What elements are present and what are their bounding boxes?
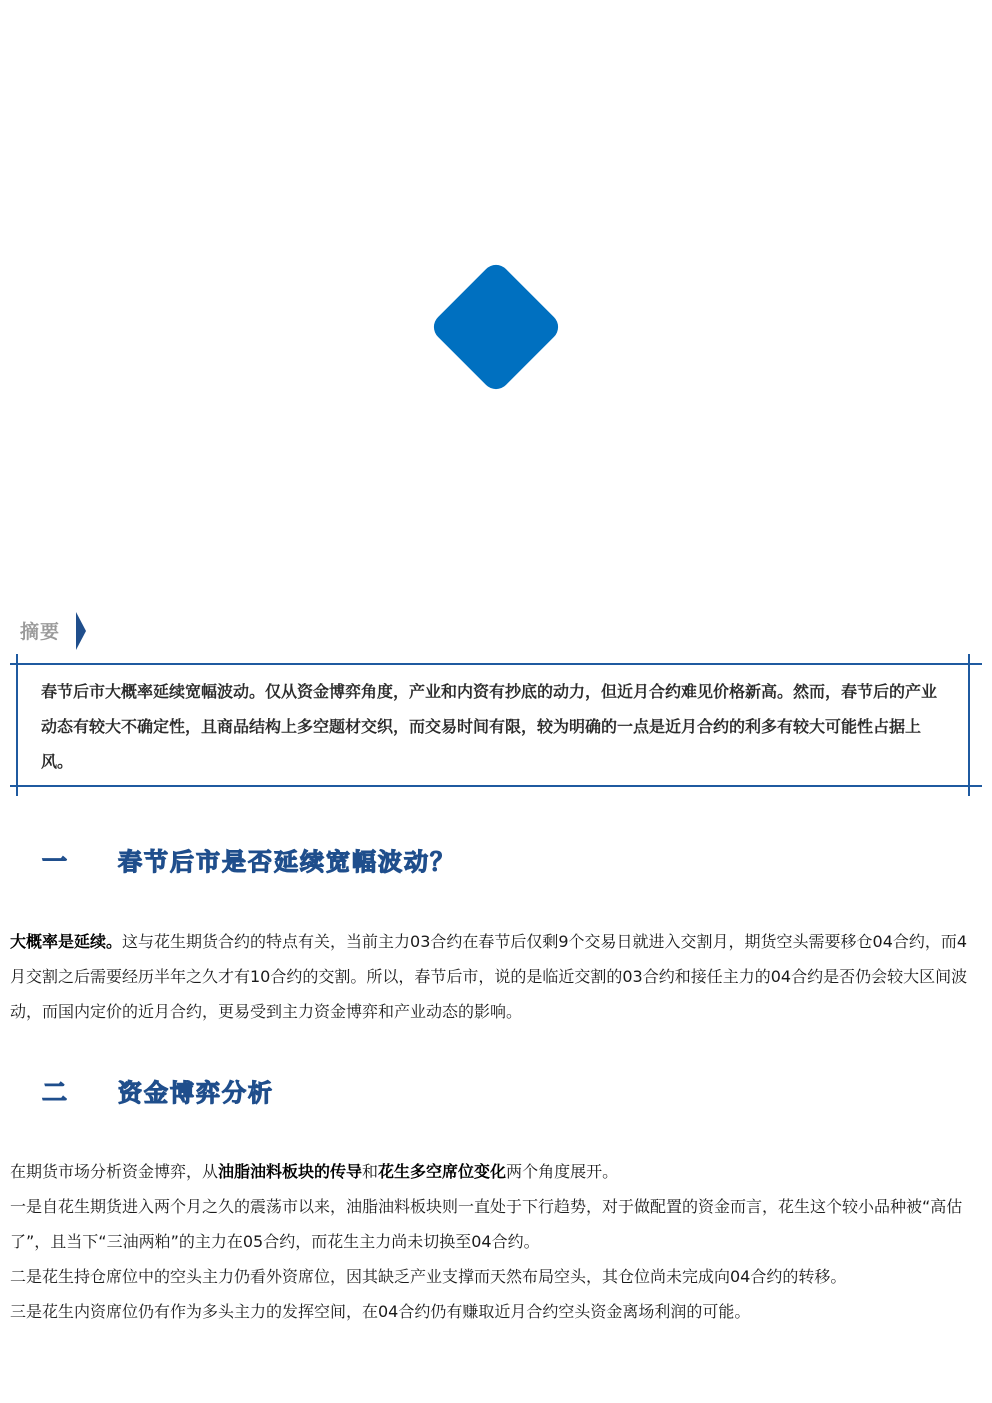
intro-bold-1: 油脂油料板块的传导 (218, 1162, 363, 1181)
summary-text: 春节后市大概率延续宽幅波动。仅从资金博弈角度，产业和内资有抄底的动力，但近月合约难见价格新高。然而，春节后的产业动态有较大不确定性，且商品结构上多空题材交织，而交易时间有限，较为明确的一点是近月合约的利多有较大可能性占据上风。 (41, 682, 938, 771)
section-1-paragraph (10, 924, 982, 1029)
intro-bold-2: 花生多空席位变化 (378, 1162, 507, 1181)
section-1-title: 春节后市是否延续宽幅波动？ (118, 848, 456, 876)
intro-text-mid: 和 (362, 1162, 379, 1181)
section-1-lead: 大概率是延续。 (10, 932, 123, 951)
section-2-point-2: 二是花生持仓席位中的空头主力仍看外资席位，因其缺乏产业支撑而天然布局空头，其仓位尚未完成向04合约的转移。 (10, 1267, 847, 1286)
chevron-right-icon (74, 610, 88, 652)
brand-diamond-icon (418, 249, 574, 405)
summary-label: 摘要 (20, 621, 61, 643)
intro-text-post: 两个角度展开。 (506, 1162, 619, 1181)
section-2-point-1: 一是自花生期货进入两个月之久的震荡市以来，油脂油料板块则一直处于下行趋势，对于做配置的资金而言，花生这个较小品种被“高估了”，且当下“三油两粕”的主力在05合约，而花生主力尚未切换至04合约。 (10, 1197, 963, 1251)
section-2-point-3: 三是花生内资席位仍有作为多头主力的发挥空间，在04合约仍有赚取近月合约空头资金离场利润的可能。 (10, 1302, 751, 1321)
section-1-number: 一 (42, 847, 68, 876)
section-2-title: 资金博弈分析 (118, 1079, 274, 1107)
intro-text-pre: 在期货市场分析资金博弈，从 (10, 1162, 219, 1181)
section-2-number: 二 (42, 1078, 68, 1107)
section-2-intro (10, 1154, 982, 1189)
section-1-body: 这与花生期货合约的特点有关，当前主力03合约在春节后仅剩9个交易日就进入交割月，期货空头需要移仓04合约，而4月交割之后需要经历半年之久才有10合约的交割。所以，春节后市，说的是临近交割的03合约和接任主力的04合约是否仍会较大区间波动，而国内定价的近月合约，更易受到主力资金博弈和产业动态的影响。 (10, 932, 968, 1021)
